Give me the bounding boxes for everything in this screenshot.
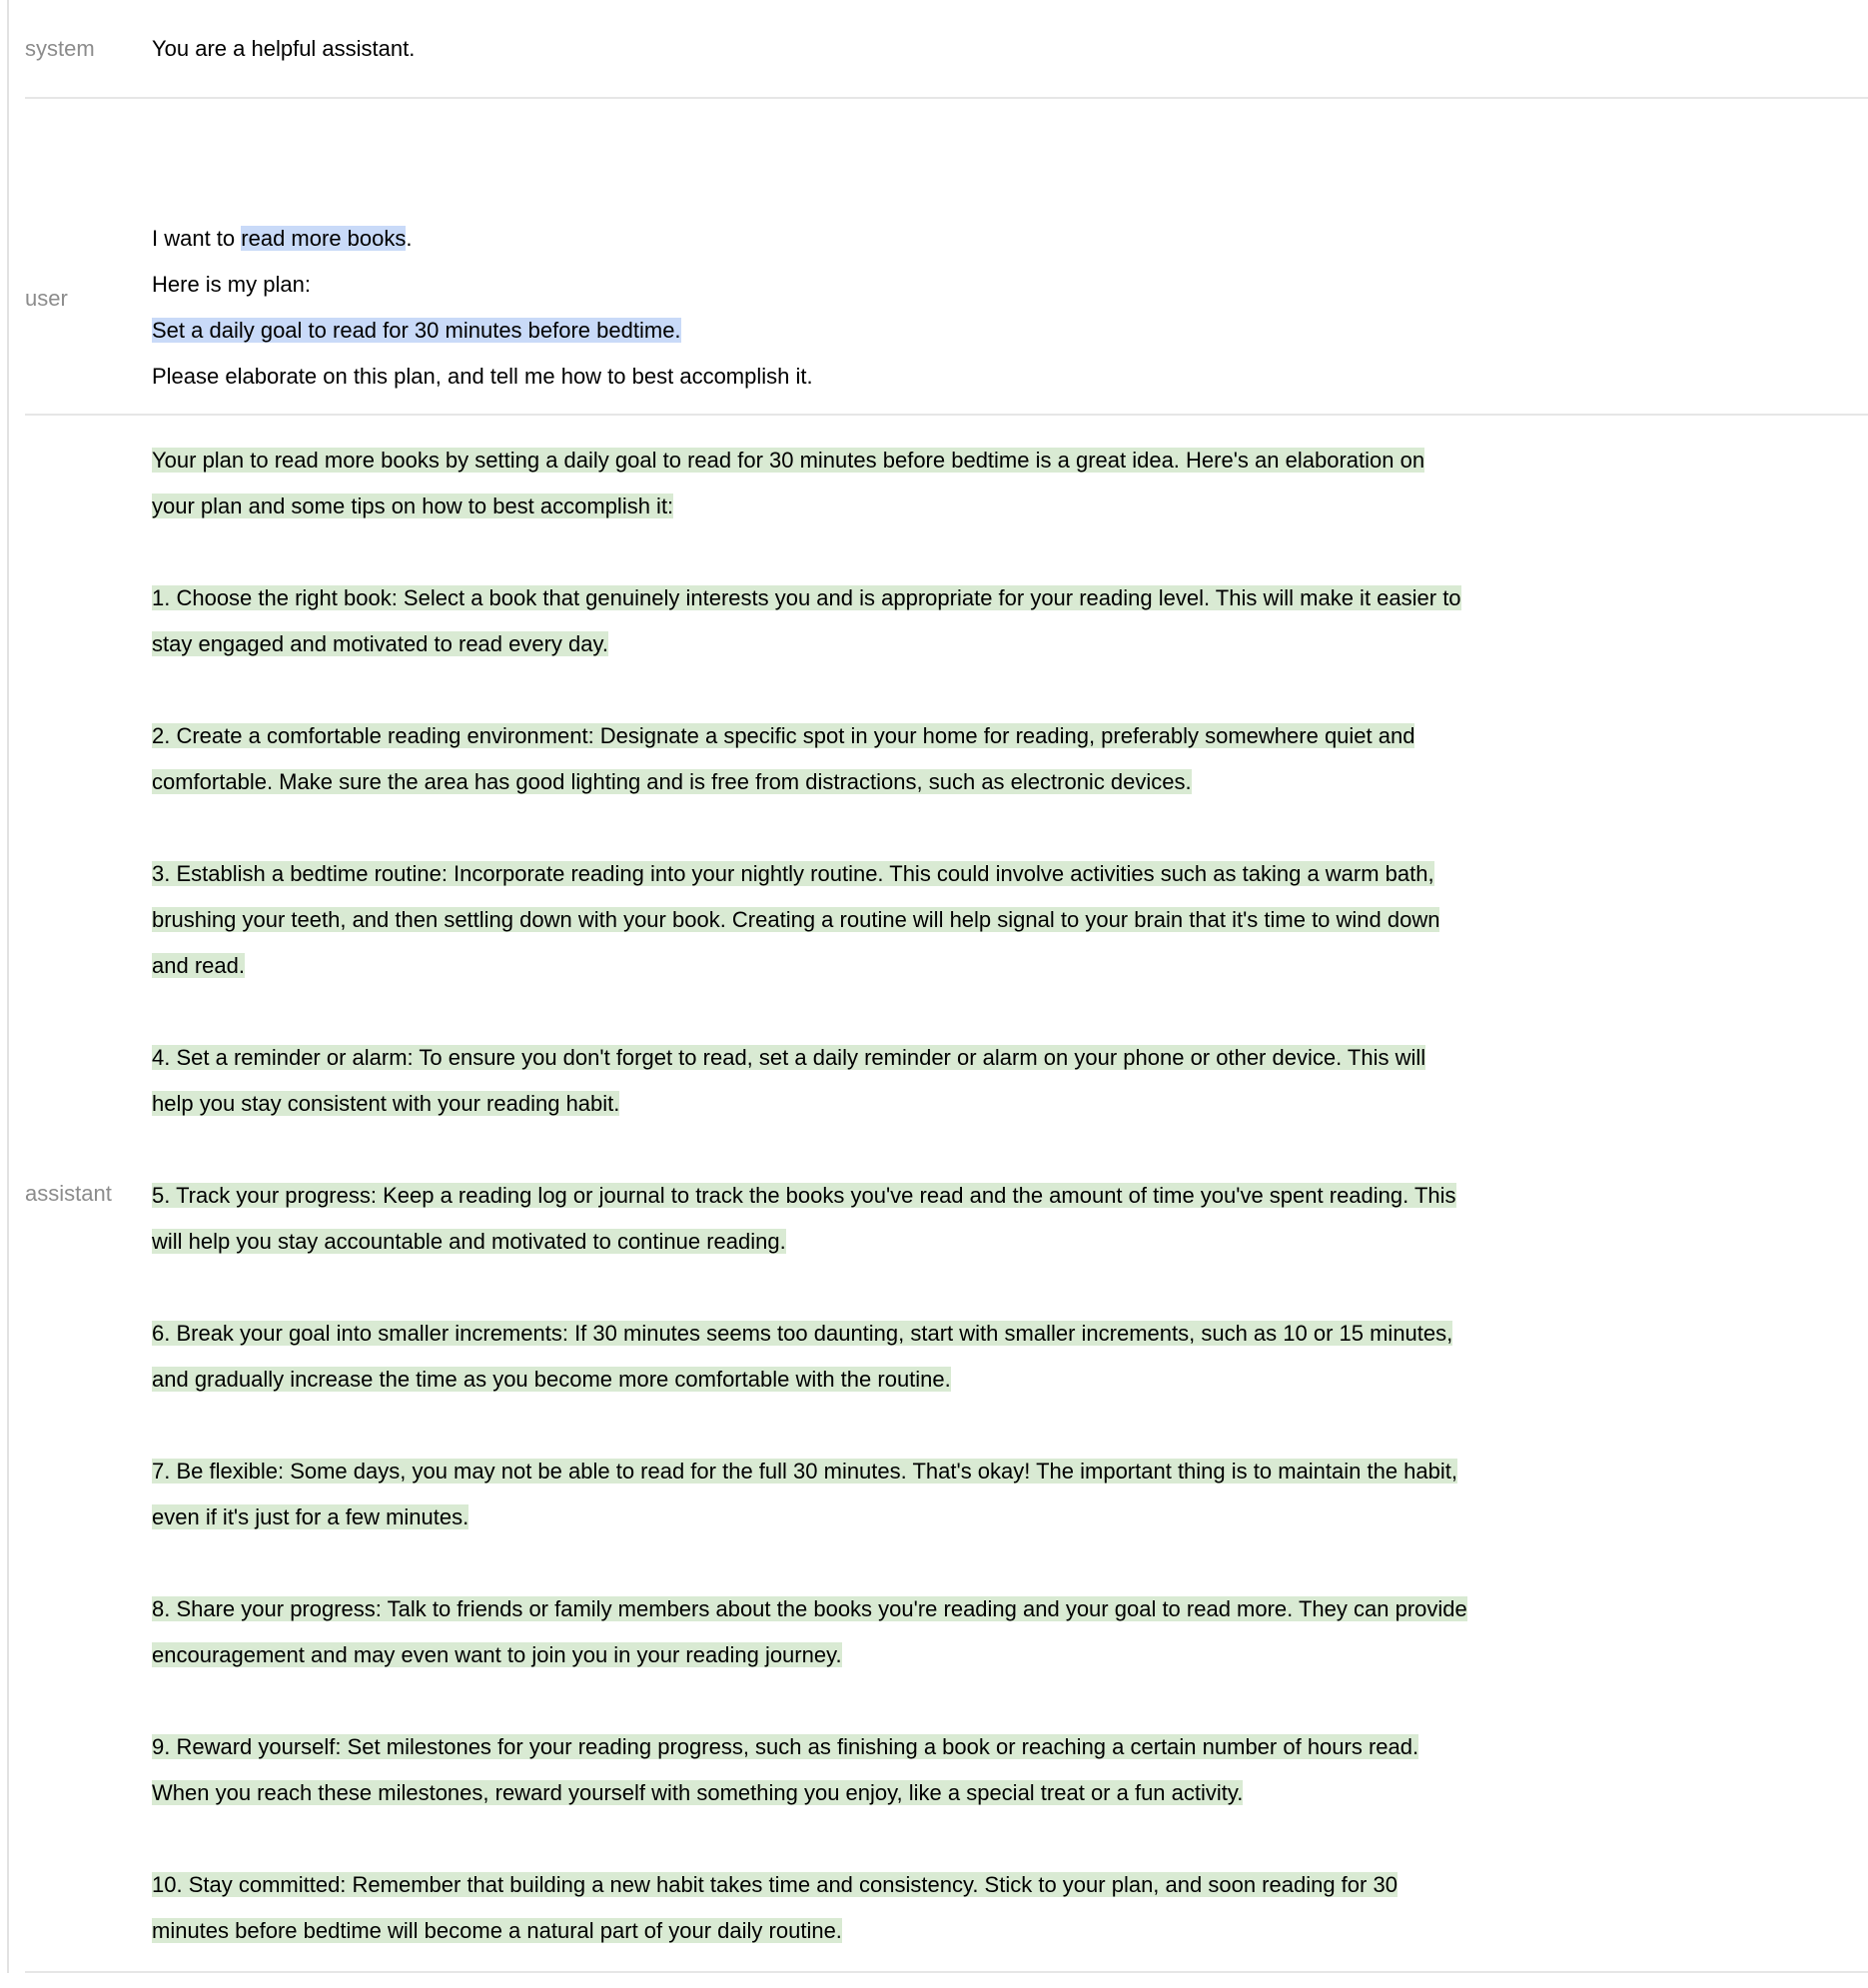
role-label-system: system xyxy=(25,35,95,61)
assistant-paragraph xyxy=(152,1724,1470,1816)
role-label-assistant: assistant xyxy=(25,1180,112,1206)
highlighted-text-green: 5. Track your progress: Keep a reading log or journal to track the books you've read and the amount of time you've spent reading. This will help you stay accountable and motivated to continue reading. xyxy=(152,1183,1456,1254)
highlighted-text-green: 8. Share your progress: Talk to friends or family members about the books you're reading and your goal to read more. They can provide encouragement and may even want to join you in your reading journey. xyxy=(152,1596,1467,1667)
user-text-segment: . xyxy=(406,226,413,251)
highlighted-text-green: 3. Establish a bedtime routine: Incorporate reading into your nightly routine. This could involve activities such as taking a warm bath, brushing your teeth, and then settling down with your book. Creating a routine will help signal to your brain that it's time to wind down and read. xyxy=(152,861,1440,978)
user-message-line xyxy=(152,308,1470,354)
assistant-paragraph xyxy=(152,713,1470,805)
system-message-text: You are a helpful assistant. xyxy=(152,35,416,61)
highlighted-text-green: 9. Reward yourself: Set milestones for your reading progress, such as finishing a book or reaching a certain number of hours read. When you reach these milestones, reward yourself with something you enjoy, like a special treat or a fun activity. xyxy=(152,1734,1419,1805)
assistant-paragraph xyxy=(152,851,1470,989)
assistant-paragraph xyxy=(152,1586,1470,1678)
user-text-segment: Here is my plan: xyxy=(152,272,311,297)
assistant-paragraph xyxy=(152,1173,1470,1265)
highlighted-text-green: 2. Create a comfortable reading environment: Designate a specific spot in your home for reading, preferably somewhere quiet and comfortable. Make sure the area has good lighting and is free from distractions, such as electronic devices. xyxy=(152,723,1415,794)
assistant-paragraph xyxy=(152,575,1470,667)
highlighted-text-blue: Set a daily goal to read for 30 minutes before bedtime. xyxy=(152,318,681,343)
assistant-paragraph xyxy=(152,1311,1470,1403)
highlighted-text-green: 7. Be flexible: Some days, you may not be able to read for the full 30 minutes. That's okay! The important thing is to maintain the habit, even if it's just for a few minutes. xyxy=(152,1459,1458,1529)
assistant-paragraph xyxy=(152,1862,1470,1954)
highlighted-text-green: 10. Stay committed: Remember that building a new habit takes time and consistency. Stick to your plan, and soon reading for 30 minutes before bedtime will become a natural part of your daily routine. xyxy=(152,1872,1398,1943)
user-message-text xyxy=(152,99,1470,414)
highlighted-text-green: Your plan to read more books by setting a daily goal to read for 30 minutes before bedtime is a great idea. Here's an elaboration on your plan and some tips on how to best accomplish it: xyxy=(152,448,1425,518)
assistant-paragraph xyxy=(152,1449,1470,1540)
user-text-segment: I want to xyxy=(152,226,242,251)
user-message-line xyxy=(152,262,1470,308)
assistant-paragraph xyxy=(152,438,1470,529)
user-message-line xyxy=(152,216,1470,262)
highlighted-text-blue: read more books xyxy=(241,226,407,251)
message-row-user xyxy=(0,99,1868,416)
message-row-assistant xyxy=(0,416,1868,1973)
highlighted-text-green: 6. Break your goal into smaller increments: If 30 minutes seems too daunting, start with smaller increments, such as 10 or 15 minutes, and gradually increase the time as you become more comfortable with the routine. xyxy=(152,1321,1453,1392)
user-message-line xyxy=(152,354,1470,400)
role-label-user: user xyxy=(25,286,68,311)
assistant-message-text xyxy=(152,416,1470,1971)
left-border-line xyxy=(7,0,9,1973)
highlighted-text-green: 1. Choose the right book: Select a book that genuinely interests you and is appropriate for your reading level. This will make it easier to stay engaged and motivated to read every day. xyxy=(152,585,1461,656)
assistant-paragraph xyxy=(152,1035,1470,1127)
message-row-system xyxy=(0,0,1868,99)
highlighted-text-green: 4. Set a reminder or alarm: To ensure you don't forget to read, set a daily reminder or alarm on your phone or other device. This will help you stay consistent with your reading habit. xyxy=(152,1045,1426,1116)
user-text-segment: Please elaborate on this plan, and tell me how to best accomplish it. xyxy=(152,364,813,389)
